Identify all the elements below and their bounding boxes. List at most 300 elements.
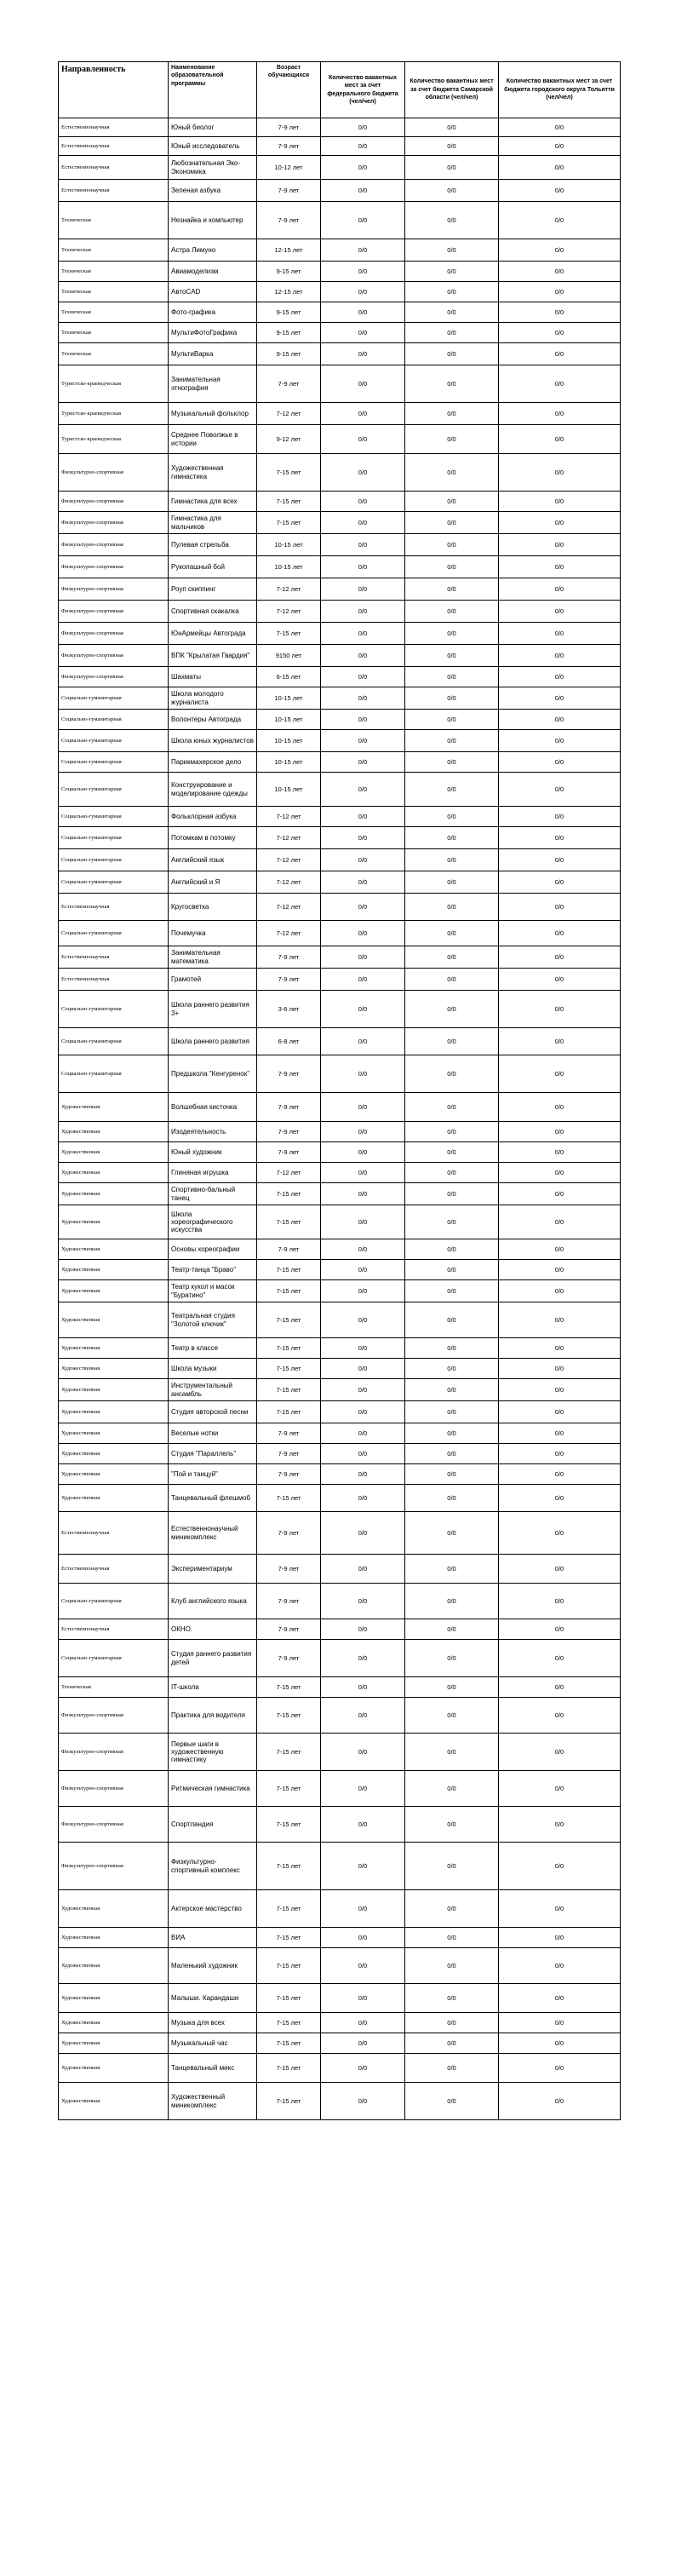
cell-direction: Художественная: [59, 2033, 169, 2054]
cell-direction: Физкультурно-спортивная: [59, 454, 169, 492]
cell-direction: Художественная: [59, 1302, 169, 1338]
cell-federal: 0/0: [321, 1734, 405, 1771]
cell-program: Веселые нотки: [169, 1423, 257, 1444]
cell-regional: 0/0: [405, 1280, 499, 1302]
cell-program: Изодеятельность: [169, 1122, 257, 1142]
cell-age: 7-15 лет: [257, 1302, 321, 1338]
table-row: [59, 1619, 621, 1640]
cell-municipal: 0/0: [499, 118, 621, 137]
cell-federal: 0/0: [321, 1055, 405, 1093]
cell-program: Английский и Я: [169, 871, 257, 894]
cell-municipal: 0/0: [499, 1619, 621, 1640]
cell-direction: Естественнонаучная: [59, 946, 169, 969]
cell-regional: 0/0: [405, 2083, 499, 2120]
cell-federal: 0/0: [321, 2033, 405, 2054]
cell-age: 7-15 лет: [257, 1771, 321, 1807]
cell-federal: 0/0: [321, 871, 405, 894]
cell-municipal: 0/0: [499, 969, 621, 991]
cell-direction: Физкультурно-спортивная: [59, 667, 169, 687]
cell-federal: 0/0: [321, 343, 405, 365]
cell-program: Грамотей: [169, 969, 257, 991]
cell-age: 7-15 лет: [257, 1698, 321, 1734]
cell-federal: 0/0: [321, 1771, 405, 1807]
cell-age: 9-15 лет: [257, 343, 321, 365]
cell-federal: 0/0: [321, 1423, 405, 1444]
cell-program: "Пой и танцуй": [169, 1464, 257, 1485]
cell-age: 7-9 лет: [257, 180, 321, 202]
cell-municipal: 0/0: [499, 1205, 621, 1239]
cell-age: 10-15 лет: [257, 773, 321, 807]
cell-age: 7-9 лет: [257, 1142, 321, 1163]
cell-program: Спортивная скакалка: [169, 601, 257, 623]
cell-regional: 0/0: [405, 1677, 499, 1698]
cell-age: 7-15 лет: [257, 1338, 321, 1359]
cell-federal: 0/0: [321, 2013, 405, 2033]
cell-program: Английский язык: [169, 849, 257, 871]
table-row: [59, 1338, 621, 1359]
cell-age: 7-9 лет: [257, 1619, 321, 1640]
cell-age: 7-15 лет: [257, 1205, 321, 1239]
cell-regional: 0/0: [405, 1122, 499, 1142]
cell-program: Гимнастика для мальчиков: [169, 512, 257, 534]
cell-program: Художественный миникомплекс: [169, 2083, 257, 2120]
cell-regional: 0/0: [405, 752, 499, 773]
table-row: [59, 894, 621, 921]
cell-federal: 0/0: [321, 849, 405, 871]
cell-direction: Социально-гуманитарная: [59, 1028, 169, 1055]
cell-federal: 0/0: [321, 1948, 405, 1984]
cell-regional: 0/0: [405, 710, 499, 730]
cell-municipal: 0/0: [499, 202, 621, 239]
cell-federal: 0/0: [321, 991, 405, 1028]
cell-municipal: 0/0: [499, 1734, 621, 1771]
cell-federal: 0/0: [321, 1379, 405, 1401]
cell-federal: 0/0: [321, 1640, 405, 1677]
cell-regional: 0/0: [405, 1359, 499, 1379]
table-row: [59, 1359, 621, 1379]
cell-regional: 0/0: [405, 556, 499, 578]
cell-age: 7-9 лет: [257, 1093, 321, 1122]
cell-direction: Техническая: [59, 282, 169, 302]
table-row: [59, 1444, 621, 1464]
cell-federal: 0/0: [321, 282, 405, 302]
cell-municipal: 0/0: [499, 262, 621, 282]
cell-regional: 0/0: [405, 1423, 499, 1444]
cell-age: 7-15 лет: [257, 1843, 321, 1890]
table-row: [59, 323, 621, 343]
cell-municipal: 0/0: [499, 365, 621, 403]
table-row: [59, 137, 621, 156]
cell-federal: 0/0: [321, 1142, 405, 1163]
table-row: [59, 1512, 621, 1555]
cell-age: 12-15 лет: [257, 239, 321, 262]
cell-direction: Художественная: [59, 1183, 169, 1205]
cell-age: 7-9 лет: [257, 202, 321, 239]
cell-federal: 0/0: [321, 1183, 405, 1205]
table-row: [59, 1142, 621, 1163]
cell-direction: Естественнонаучная: [59, 1555, 169, 1584]
header-regional: Количество вакантных мест за счет бюджета Самарской области (чел/чел): [405, 62, 499, 118]
cell-regional: 0/0: [405, 2054, 499, 2083]
cell-direction: Физкультурно-спортивная: [59, 1807, 169, 1843]
cell-program: Художественная гимнастика: [169, 454, 257, 492]
cell-municipal: 0/0: [499, 921, 621, 946]
cell-program: Рукопашный бой: [169, 556, 257, 578]
cell-direction: Социально-гуманитарная: [59, 1640, 169, 1677]
cell-federal: 0/0: [321, 1485, 405, 1512]
cell-federal: 0/0: [321, 687, 405, 710]
cell-direction: Художественная: [59, 1260, 169, 1280]
table-row: [59, 1260, 621, 1280]
table-row: [59, 1807, 621, 1843]
cell-regional: 0/0: [405, 1260, 499, 1280]
cell-program: МультиФотоГрафика: [169, 323, 257, 343]
table-row: [59, 1028, 621, 1055]
cell-federal: 0/0: [321, 730, 405, 752]
cell-federal: 0/0: [321, 601, 405, 623]
cell-age: 7-15 лет: [257, 2054, 321, 2083]
cell-program: Занимательная математика: [169, 946, 257, 969]
table-row: [59, 601, 621, 623]
cell-direction: Художественная: [59, 1401, 169, 1423]
cell-direction: Художественная: [59, 1890, 169, 1928]
cell-age: 7-15 лет: [257, 1260, 321, 1280]
cell-regional: 0/0: [405, 239, 499, 262]
cell-federal: 0/0: [321, 1984, 405, 2013]
cell-municipal: 0/0: [499, 1512, 621, 1555]
cell-program: Любознательная Эко-Экономика: [169, 156, 257, 180]
cell-program: Парикмахерское дело: [169, 752, 257, 773]
cell-regional: 0/0: [405, 1485, 499, 1512]
cell-regional: 0/0: [405, 1807, 499, 1843]
cell-federal: 0/0: [321, 1843, 405, 1890]
cell-program: Юный художник: [169, 1142, 257, 1163]
table-row: [59, 556, 621, 578]
table-row: [59, 1302, 621, 1338]
cell-municipal: 0/0: [499, 827, 621, 849]
cell-regional: 0/0: [405, 323, 499, 343]
cell-regional: 0/0: [405, 365, 499, 403]
cell-program: ВПК "Крылатая Гвардия": [169, 645, 257, 667]
cell-program: Почемучка: [169, 921, 257, 946]
header-program: Наименование образовательной программы: [169, 62, 257, 118]
cell-regional: 0/0: [405, 2013, 499, 2033]
table-row: [59, 180, 621, 202]
cell-federal: 0/0: [321, 1619, 405, 1640]
cell-age: 7-15 лет: [257, 1485, 321, 1512]
cell-age: 7-15 лет: [257, 2033, 321, 2054]
cell-direction: Художественная: [59, 1205, 169, 1239]
cell-age: 6-15 лет: [257, 667, 321, 687]
cell-program: Театральная студия "Золотой ключик": [169, 1302, 257, 1338]
table-row: [59, 921, 621, 946]
cell-federal: 0/0: [321, 365, 405, 403]
cell-municipal: 0/0: [499, 1163, 621, 1183]
cell-municipal: 0/0: [499, 1984, 621, 2013]
cell-federal: 0/0: [321, 1122, 405, 1142]
cell-federal: 0/0: [321, 1677, 405, 1698]
cell-regional: 0/0: [405, 1640, 499, 1677]
table-row: [59, 1734, 621, 1771]
cell-direction: Художественная: [59, 1423, 169, 1444]
cell-direction: Физкультурно-спортивная: [59, 645, 169, 667]
cell-direction: Художественная: [59, 1338, 169, 1359]
cell-municipal: 0/0: [499, 1338, 621, 1359]
cell-age: 7-15 лет: [257, 1948, 321, 1984]
cell-age: 7-9 лет: [257, 1555, 321, 1584]
cell-municipal: 0/0: [499, 1359, 621, 1379]
cell-direction: Художественная: [59, 1379, 169, 1401]
table-row: [59, 262, 621, 282]
table-row: [59, 1843, 621, 1890]
cell-program: Инструментальный ансамбль: [169, 1379, 257, 1401]
cell-regional: 0/0: [405, 202, 499, 239]
cell-municipal: 0/0: [499, 302, 621, 323]
cell-regional: 0/0: [405, 1698, 499, 1734]
cell-direction: Физкультурно-спортивная: [59, 556, 169, 578]
cell-federal: 0/0: [321, 578, 405, 601]
cell-federal: 0/0: [321, 1698, 405, 1734]
cell-municipal: 0/0: [499, 1555, 621, 1584]
cell-age: 7-15 лет: [257, 1183, 321, 1205]
cell-age: 7-9 лет: [257, 1239, 321, 1260]
cell-municipal: 0/0: [499, 752, 621, 773]
cell-age: 10-15 лет: [257, 710, 321, 730]
cell-direction: Естественнонаучная: [59, 137, 169, 156]
table-row: [59, 1239, 621, 1260]
cell-regional: 0/0: [405, 921, 499, 946]
cell-program: ВИА: [169, 1928, 257, 1948]
cell-regional: 0/0: [405, 991, 499, 1028]
table-row: [59, 302, 621, 323]
cell-program: Волшебная кисточка: [169, 1093, 257, 1122]
cell-program: Потомкам в потомку: [169, 827, 257, 849]
cell-program: МультиВарка: [169, 343, 257, 365]
table-row: [59, 645, 621, 667]
table-row: [59, 1205, 621, 1239]
cell-age: 7-9 лет: [257, 365, 321, 403]
table-row: [59, 1379, 621, 1401]
cell-regional: 0/0: [405, 1163, 499, 1183]
cell-regional: 0/0: [405, 1619, 499, 1640]
cell-direction: Социально-гуманитарная: [59, 773, 169, 807]
cell-program: Студия раннего развития детей: [169, 1640, 257, 1677]
cell-program: Среднее Поволжье в истории: [169, 425, 257, 454]
cell-age: 7-15 лет: [257, 2013, 321, 2033]
cell-municipal: 0/0: [499, 991, 621, 1028]
table-row: [59, 492, 621, 512]
cell-direction: Художественная: [59, 1122, 169, 1142]
cell-federal: 0/0: [321, 512, 405, 534]
cell-regional: 0/0: [405, 1512, 499, 1555]
cell-regional: 0/0: [405, 894, 499, 921]
cell-direction: Физкультурно-спортивная: [59, 512, 169, 534]
cell-program: Музыка для всех: [169, 2013, 257, 2033]
header-age: Возраст обучающихся: [257, 62, 321, 118]
cell-direction: Художественная: [59, 1359, 169, 1379]
cell-municipal: 0/0: [499, 343, 621, 365]
cell-regional: 0/0: [405, 667, 499, 687]
table-row: [59, 2033, 621, 2054]
cell-regional: 0/0: [405, 1338, 499, 1359]
table-body: [59, 118, 621, 2120]
cell-direction: Художественная: [59, 1239, 169, 1260]
cell-federal: 0/0: [321, 894, 405, 921]
cell-municipal: 0/0: [499, 323, 621, 343]
cell-municipal: 0/0: [499, 730, 621, 752]
cell-municipal: 0/0: [499, 2013, 621, 2033]
table-row: [59, 156, 621, 180]
cell-direction: Техническая: [59, 262, 169, 282]
cell-municipal: 0/0: [499, 1640, 621, 1677]
cell-federal: 0/0: [321, 2054, 405, 2083]
cell-direction: Художественная: [59, 1928, 169, 1948]
cell-direction: Художественная: [59, 1948, 169, 1984]
cell-federal: 0/0: [321, 1260, 405, 1280]
table-row: [59, 425, 621, 454]
table-row: [59, 1485, 621, 1512]
cell-federal: 0/0: [321, 969, 405, 991]
cell-direction: Социально-гуманитарная: [59, 730, 169, 752]
table-row: [59, 1555, 621, 1584]
cell-federal: 0/0: [321, 1555, 405, 1584]
cell-direction: Туристско-краеведческая: [59, 365, 169, 403]
cell-age: 7-9 лет: [257, 137, 321, 156]
cell-age: 7-9 лет: [257, 1122, 321, 1142]
cell-municipal: 0/0: [499, 687, 621, 710]
cell-municipal: 0/0: [499, 1379, 621, 1401]
cell-age: 7-9 лет: [257, 1640, 321, 1677]
cell-regional: 0/0: [405, 156, 499, 180]
cell-program: Авиамоделизм: [169, 262, 257, 282]
cell-federal: 0/0: [321, 773, 405, 807]
cell-federal: 0/0: [321, 1302, 405, 1338]
cell-regional: 0/0: [405, 343, 499, 365]
table-row: [59, 1423, 621, 1444]
table-row: [59, 667, 621, 687]
cell-federal: 0/0: [321, 202, 405, 239]
table-row: [59, 2054, 621, 2083]
cell-age: 9-15 лет: [257, 323, 321, 343]
cell-federal: 0/0: [321, 403, 405, 425]
cell-municipal: 0/0: [499, 645, 621, 667]
cell-program: Школа раннего развития: [169, 1028, 257, 1055]
cell-program: Глиняная игрушка: [169, 1163, 257, 1183]
cell-age: 7-15 лет: [257, 1379, 321, 1401]
cell-direction: Художественная: [59, 1163, 169, 1183]
cell-municipal: 0/0: [499, 1584, 621, 1619]
cell-municipal: 0/0: [499, 512, 621, 534]
cell-regional: 0/0: [405, 2033, 499, 2054]
cell-program: Кругосветка: [169, 894, 257, 921]
cell-regional: 0/0: [405, 1928, 499, 1948]
cell-age: 9150 лет: [257, 645, 321, 667]
cell-regional: 0/0: [405, 1205, 499, 1239]
cell-program: Шахматы: [169, 667, 257, 687]
cell-program: Волонтеры Автограда: [169, 710, 257, 730]
table-row: [59, 1163, 621, 1183]
cell-program: Клуб английского языка: [169, 1584, 257, 1619]
cell-program: Школа молодого журналиста: [169, 687, 257, 710]
table-header-row: [59, 62, 621, 118]
cell-age: 7-15 лет: [257, 2083, 321, 2120]
cell-direction: Социально-гуманитарная: [59, 752, 169, 773]
cell-federal: 0/0: [321, 1807, 405, 1843]
cell-age: 10-15 лет: [257, 752, 321, 773]
table-row: [59, 1640, 621, 1677]
cell-direction: Художественная: [59, 2013, 169, 2033]
table-row: [59, 534, 621, 556]
cell-direction: Социально-гуманитарная: [59, 921, 169, 946]
cell-age: 7-9 лет: [257, 946, 321, 969]
table-row: [59, 202, 621, 239]
cell-municipal: 0/0: [499, 403, 621, 425]
cell-municipal: 0/0: [499, 1423, 621, 1444]
table-row: [59, 773, 621, 807]
cell-program: Театр-танца "Браво": [169, 1260, 257, 1280]
cell-regional: 0/0: [405, 425, 499, 454]
cell-program: Первые шаги в художественную гимнастику: [169, 1734, 257, 1771]
table-row: [59, 2013, 621, 2033]
cell-direction: Физкультурно-спортивная: [59, 623, 169, 645]
cell-age: 7-9 лет: [257, 1444, 321, 1464]
table-row: [59, 1928, 621, 1948]
cell-program: Танцевальный микс: [169, 2054, 257, 2083]
table-row: [59, 1984, 621, 2013]
table-row: [59, 1698, 621, 1734]
cell-municipal: 0/0: [499, 1890, 621, 1928]
cell-direction: Социально-гуманитарная: [59, 849, 169, 871]
cell-direction: Физкультурно-спортивная: [59, 492, 169, 512]
cell-age: 7-12 лет: [257, 849, 321, 871]
cell-age: 7-12 лет: [257, 601, 321, 623]
cell-federal: 0/0: [321, 137, 405, 156]
cell-program: Малыши. Карандаши: [169, 1984, 257, 2013]
table-row: [59, 512, 621, 534]
cell-program: Актерское мастерство: [169, 1890, 257, 1928]
cell-program: Музыкальный час: [169, 2033, 257, 2054]
cell-direction: Социально-гуманитарная: [59, 1584, 169, 1619]
cell-regional: 0/0: [405, 403, 499, 425]
cell-age: 7-15 лет: [257, 1890, 321, 1928]
cell-regional: 0/0: [405, 1093, 499, 1122]
cell-age: 3-6 лет: [257, 991, 321, 1028]
cell-direction: Физкультурно-спортивная: [59, 1843, 169, 1890]
table-row: [59, 2083, 621, 2120]
cell-municipal: 0/0: [499, 1485, 621, 1512]
table-row: [59, 710, 621, 730]
cell-regional: 0/0: [405, 1734, 499, 1771]
cell-federal: 0/0: [321, 1163, 405, 1183]
table-row: [59, 578, 621, 601]
cell-program: Конструирование и моделирование одежды: [169, 773, 257, 807]
cell-direction: Физкультурно-спортивная: [59, 578, 169, 601]
table-row: [59, 991, 621, 1028]
cell-regional: 0/0: [405, 512, 499, 534]
table-row: [59, 1280, 621, 1302]
cell-municipal: 0/0: [499, 180, 621, 202]
cell-program: Юный исследователь: [169, 137, 257, 156]
cell-direction: Техническая: [59, 1677, 169, 1698]
cell-regional: 0/0: [405, 1444, 499, 1464]
cell-direction: Художественная: [59, 1485, 169, 1512]
cell-program: Предшкола "Кенгуренок": [169, 1055, 257, 1093]
cell-municipal: 0/0: [499, 137, 621, 156]
cell-age: 7-9 лет: [257, 118, 321, 137]
cell-age: 7-15 лет: [257, 1928, 321, 1948]
cell-program: Спортландия: [169, 1807, 257, 1843]
cell-age: 7-15 лет: [257, 492, 321, 512]
